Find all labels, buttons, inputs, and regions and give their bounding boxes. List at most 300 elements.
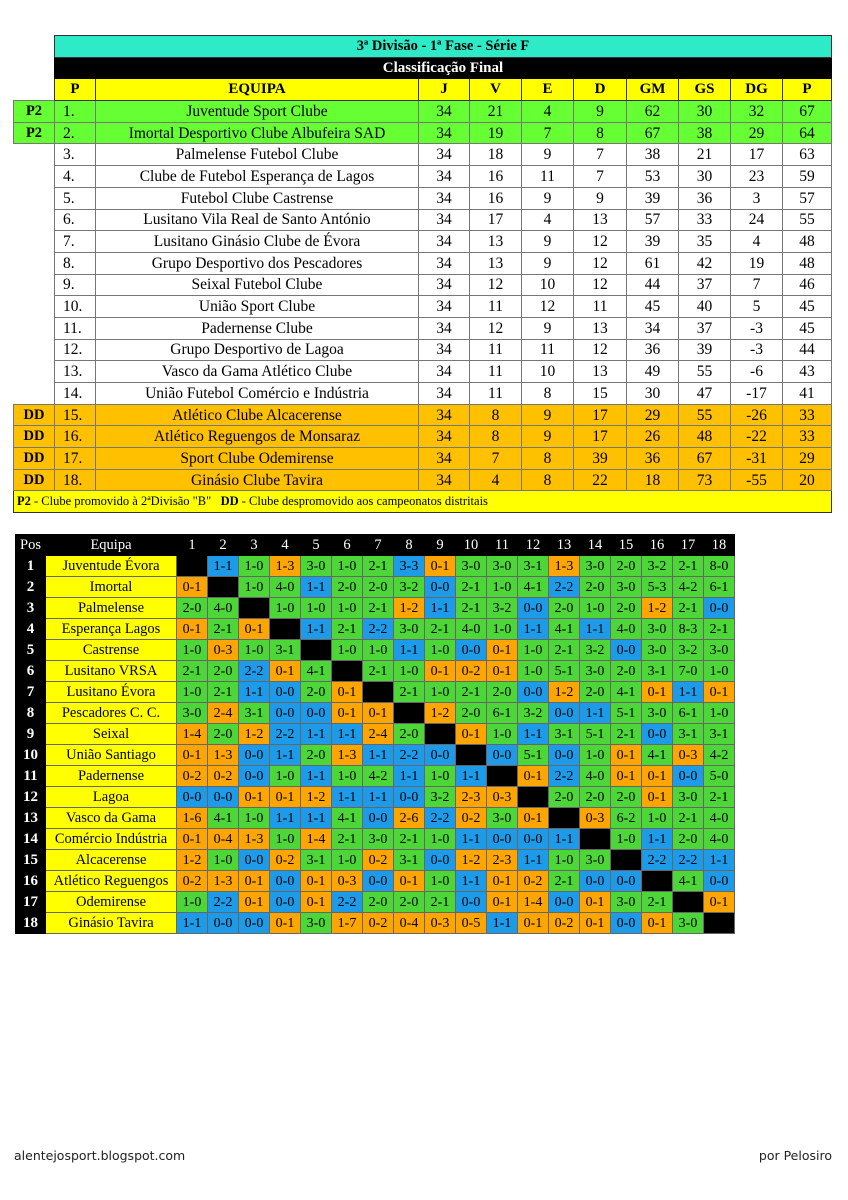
result-cell: 1-1 [642, 829, 673, 850]
self-match-cell [270, 619, 301, 640]
cell-gs: 48 [679, 426, 731, 448]
cell-v: 4 [470, 469, 522, 491]
cell-dg: 5 [731, 296, 783, 318]
result-cell: 4-2 [704, 745, 735, 766]
self-match-cell [642, 871, 673, 892]
matrix-header-pos: Pos [16, 535, 46, 556]
result-cell: 0-0 [425, 850, 456, 871]
result-cell: 3-2 [425, 787, 456, 808]
result-cell: 0-1 [611, 745, 642, 766]
cell-d: 9 [574, 187, 627, 209]
result-cell: 3-0 [177, 703, 208, 724]
cell-v: 11 [470, 383, 522, 405]
cell-gm: 34 [627, 317, 679, 339]
result-cell: 1-1 [270, 745, 301, 766]
cell-j: 34 [419, 383, 470, 405]
result-cell: 0-1 [456, 724, 487, 745]
cell-v: 12 [470, 274, 522, 296]
matrix-row [16, 871, 735, 892]
matrix-column-header: 15 [611, 535, 642, 556]
table-title: 3ª Divisão - 1ª Fase - Série F [55, 36, 832, 58]
cell-j: 34 [419, 404, 470, 426]
legend-row [14, 491, 832, 513]
cell-gm: 39 [627, 231, 679, 253]
result-cell: 0-0 [208, 913, 239, 934]
cell-gm: 45 [627, 296, 679, 318]
result-cell: 2-2 [270, 724, 301, 745]
matrix-column-header: 7 [363, 535, 394, 556]
matrix-row-pos: 13 [16, 808, 46, 829]
cell-e: 9 [522, 187, 574, 209]
table-row [14, 361, 832, 383]
result-cell: 1-1 [270, 808, 301, 829]
result-cell: 2-0 [394, 892, 425, 913]
result-cell: 3-2 [673, 640, 704, 661]
matrix-column-header: 13 [549, 535, 580, 556]
result-cell: 0-0 [239, 913, 270, 934]
result-cell: 0-1 [487, 640, 518, 661]
cell-pos: 18. [55, 469, 96, 491]
cell-pos: 1. [55, 101, 96, 123]
cell-e: 8 [522, 448, 574, 470]
cell-d: 17 [574, 426, 627, 448]
result-cell: 1-1 [704, 850, 735, 871]
matrix-row-team: Odemirense [46, 892, 177, 913]
cell-p: 29 [783, 448, 832, 470]
cell-j: 34 [419, 252, 470, 274]
result-cell: 5-1 [549, 661, 580, 682]
result-cell: 1-0 [425, 682, 456, 703]
result-cell: 2-0 [177, 598, 208, 619]
matrix-row [16, 850, 735, 871]
matrix-row-pos: 1 [16, 556, 46, 577]
blank-cell [14, 252, 55, 274]
result-cell: 3-0 [301, 556, 332, 577]
result-cell: 1-1 [580, 703, 611, 724]
result-cell: 2-1 [177, 661, 208, 682]
column-header: GS [679, 79, 731, 101]
result-cell: 2-6 [394, 808, 425, 829]
cell-gs: 47 [679, 383, 731, 405]
result-cell: 2-0 [301, 682, 332, 703]
cell-gs: 42 [679, 252, 731, 274]
result-cell: 2-2 [332, 892, 363, 913]
cell-gs: 37 [679, 317, 731, 339]
self-match-cell [394, 703, 425, 724]
cell-pos: 16. [55, 426, 96, 448]
result-cell: 1-0 [518, 661, 549, 682]
matrix-row-team: Lusitano Évora [46, 682, 177, 703]
cell-d: 7 [574, 144, 627, 166]
cell-e: 8 [522, 383, 574, 405]
result-cell: 0-0 [270, 703, 301, 724]
cell-p: 57 [783, 187, 832, 209]
status-mark: DD [14, 448, 55, 470]
result-cell: 1-3 [208, 871, 239, 892]
result-cell: 1-0 [549, 850, 580, 871]
cell-j: 34 [419, 448, 470, 470]
result-cell: 2-1 [549, 871, 580, 892]
cell-j: 34 [419, 317, 470, 339]
result-cell: 1-0 [332, 850, 363, 871]
result-cell: 1-7 [332, 913, 363, 934]
result-cell: 6-1 [487, 703, 518, 724]
result-cell: 1-0 [239, 808, 270, 829]
result-cell: 3-0 [673, 913, 704, 934]
cell-e: 11 [522, 166, 574, 188]
matrix-column-header: 3 [239, 535, 270, 556]
legend [14, 491, 832, 513]
table-row [14, 383, 832, 405]
result-cell: 0-2 [363, 913, 394, 934]
result-cell: 3-0 [611, 892, 642, 913]
result-cell: 0-1 [177, 619, 208, 640]
result-cell: 0-0 [270, 682, 301, 703]
result-cell: 2-1 [208, 619, 239, 640]
result-cell: 3-0 [580, 556, 611, 577]
result-cell: 2-0 [487, 682, 518, 703]
table-row [14, 339, 832, 361]
cell-gm: 36 [627, 339, 679, 361]
self-match-cell [239, 598, 270, 619]
result-cell: 2-0 [611, 556, 642, 577]
matrix-column-header: 8 [394, 535, 425, 556]
result-cell: 3-3 [394, 556, 425, 577]
result-cell: 1-0 [704, 703, 735, 724]
matrix-row-pos: 11 [16, 766, 46, 787]
result-cell: 2-0 [580, 577, 611, 598]
cell-p: 48 [783, 252, 832, 274]
footer-site: alentejosport.blogspot.com [14, 1148, 186, 1163]
result-cell: 0-1 [177, 829, 208, 850]
result-cell: 1-0 [394, 661, 425, 682]
result-cell: 1-3 [332, 745, 363, 766]
cell-p: 55 [783, 209, 832, 231]
cell-e: 4 [522, 101, 574, 123]
result-cell: 0-0 [456, 892, 487, 913]
matrix-row-team: Lusitano VRSA [46, 661, 177, 682]
cell-gs: 30 [679, 166, 731, 188]
result-cell: 2-1 [642, 892, 673, 913]
matrix-row-pos: 10 [16, 745, 46, 766]
cell-team: Ginásio Clube Tavira [96, 469, 419, 491]
cell-p: 64 [783, 122, 832, 144]
result-cell: 1-1 [518, 619, 549, 640]
result-cell: 0-1 [239, 871, 270, 892]
result-cell: 1-0 [208, 850, 239, 871]
result-cell: 1-2 [642, 598, 673, 619]
result-cell: 0-1 [487, 871, 518, 892]
status-mark: DD [14, 404, 55, 426]
cell-team: União Sport Clube [96, 296, 419, 318]
result-cell: 0-1 [270, 661, 301, 682]
result-cell: 2-1 [673, 598, 704, 619]
result-cell: 1-0 [518, 640, 549, 661]
table-title-row [14, 36, 832, 58]
matrix-row-pos: 6 [16, 661, 46, 682]
result-cell: 2-0 [301, 745, 332, 766]
result-cell: 2-0 [611, 787, 642, 808]
cell-e: 9 [522, 404, 574, 426]
result-cell: 0-0 [518, 829, 549, 850]
matrix-row [16, 640, 735, 661]
cell-v: 13 [470, 231, 522, 253]
cell-j: 34 [419, 274, 470, 296]
cell-team: Atlético Clube Alcacerense [96, 404, 419, 426]
cell-pos: 3. [55, 144, 96, 166]
result-cell: 1-1 [518, 850, 549, 871]
column-header: P [783, 79, 832, 101]
result-cell: 5-1 [518, 745, 549, 766]
cell-gm: 29 [627, 404, 679, 426]
matrix-column-header: 14 [580, 535, 611, 556]
result-cell: 1-1 [332, 724, 363, 745]
result-cell: 0-0 [239, 850, 270, 871]
matrix-row [16, 703, 735, 724]
matrix-column-header: 5 [301, 535, 332, 556]
cell-d: 13 [574, 317, 627, 339]
result-cell: 0-0 [177, 787, 208, 808]
result-cell: 0-0 [642, 724, 673, 745]
result-cell: 2-1 [456, 682, 487, 703]
result-cell: 0-2 [456, 661, 487, 682]
cell-v: 18 [470, 144, 522, 166]
matrix-row [16, 577, 735, 598]
self-match-cell [177, 556, 208, 577]
result-cell: 1-2 [456, 850, 487, 871]
results-matrix [15, 534, 735, 934]
cell-pos: 8. [55, 252, 96, 274]
result-cell: 1-1 [394, 640, 425, 661]
result-cell: 3-1 [394, 850, 425, 871]
result-cell: 1-1 [580, 619, 611, 640]
result-cell: 0-0 [487, 829, 518, 850]
cell-p: 45 [783, 317, 832, 339]
result-cell: 2-0 [611, 661, 642, 682]
result-cell: 3-0 [704, 640, 735, 661]
result-cell: 2-1 [704, 619, 735, 640]
cell-pos: 7. [55, 231, 96, 253]
column-header: E [522, 79, 574, 101]
cell-e: 9 [522, 144, 574, 166]
result-cell: 2-1 [611, 724, 642, 745]
cell-gm: 36 [627, 448, 679, 470]
cell-gs: 55 [679, 361, 731, 383]
result-cell: 1-0 [239, 640, 270, 661]
cell-d: 12 [574, 231, 627, 253]
matrix-column-header: 1 [177, 535, 208, 556]
result-cell: 0-1 [642, 913, 673, 934]
result-cell: 3-2 [580, 640, 611, 661]
result-cell: 2-2 [363, 619, 394, 640]
matrix-column-header: 17 [673, 535, 704, 556]
column-header: D [574, 79, 627, 101]
matrix-row-pos: 4 [16, 619, 46, 640]
result-cell: 2-0 [580, 787, 611, 808]
result-cell: 1-1 [301, 724, 332, 745]
result-cell: 0-1 [487, 661, 518, 682]
cell-j: 34 [419, 469, 470, 491]
result-cell: 3-1 [301, 850, 332, 871]
legend-dd-code: DD [220, 494, 239, 509]
result-cell: 0-0 [518, 598, 549, 619]
result-cell: 0-2 [270, 850, 301, 871]
blank-cell [14, 274, 55, 296]
cell-e: 10 [522, 274, 574, 296]
result-cell: 4-0 [270, 577, 301, 598]
cell-p: 33 [783, 426, 832, 448]
matrix-row [16, 829, 735, 850]
cell-e: 11 [522, 339, 574, 361]
result-cell: 2-1 [394, 829, 425, 850]
result-cell: 1-4 [301, 829, 332, 850]
result-cell: 2-1 [332, 829, 363, 850]
result-cell: 4-2 [363, 766, 394, 787]
cell-pos: 4. [55, 166, 96, 188]
cell-team: Imortal Desportivo Clube Albufeira SAD [96, 122, 419, 144]
result-cell: 2-0 [611, 598, 642, 619]
cell-dg: 29 [731, 122, 783, 144]
result-cell: 0-2 [363, 850, 394, 871]
blank-cell [14, 79, 55, 101]
result-cell: 0-3 [425, 913, 456, 934]
cell-d: 7 [574, 166, 627, 188]
cell-team: Juventude Sport Clube [96, 101, 419, 123]
result-cell: 2-1 [673, 556, 704, 577]
cell-e: 8 [522, 469, 574, 491]
result-cell: 1-1 [456, 829, 487, 850]
cell-j: 34 [419, 426, 470, 448]
result-cell: 8-3 [673, 619, 704, 640]
cell-d: 17 [574, 404, 627, 426]
cell-j: 34 [419, 187, 470, 209]
matrix-row-pos: 5 [16, 640, 46, 661]
result-cell: 3-1 [673, 724, 704, 745]
table-row [14, 209, 832, 231]
result-cell: 0-1 [332, 682, 363, 703]
cell-d: 9 [574, 101, 627, 123]
matrix-row-team: Ginásio Tavira [46, 913, 177, 934]
result-cell: 1-0 [332, 598, 363, 619]
result-cell: 3-0 [487, 556, 518, 577]
matrix-row [16, 913, 735, 934]
result-cell: 3-0 [611, 577, 642, 598]
result-cell: 1-1 [301, 577, 332, 598]
cell-dg: 32 [731, 101, 783, 123]
result-cell: 2-0 [549, 598, 580, 619]
blank-cell [14, 361, 55, 383]
result-cell: 2-1 [363, 556, 394, 577]
cell-p: 44 [783, 339, 832, 361]
result-cell: 2-4 [363, 724, 394, 745]
result-cell: 0-1 [394, 871, 425, 892]
result-cell: 2-3 [456, 787, 487, 808]
cell-p: 41 [783, 383, 832, 405]
cell-j: 34 [419, 296, 470, 318]
result-cell: 2-0 [549, 787, 580, 808]
table-row [14, 317, 832, 339]
cell-p: 46 [783, 274, 832, 296]
table-header-row [14, 79, 832, 101]
cell-dg: 3 [731, 187, 783, 209]
cell-v: 19 [470, 122, 522, 144]
result-cell: 1-2 [394, 598, 425, 619]
result-cell: 1-1 [456, 871, 487, 892]
cell-dg: 19 [731, 252, 783, 274]
table-row [14, 404, 832, 426]
matrix-row [16, 661, 735, 682]
matrix-row-pos: 14 [16, 829, 46, 850]
result-cell: 2-1 [363, 598, 394, 619]
result-cell: 6-2 [611, 808, 642, 829]
matrix-header-row [16, 535, 735, 556]
cell-team: União Futebol Comércio e Indústria [96, 383, 419, 405]
result-cell: 0-0 [549, 703, 580, 724]
column-header: V [470, 79, 522, 101]
matrix-row [16, 766, 735, 787]
cell-e: 9 [522, 252, 574, 274]
result-cell: 4-1 [642, 745, 673, 766]
result-cell: 1-2 [239, 724, 270, 745]
result-cell: 0-1 [487, 892, 518, 913]
cell-pos: 12. [55, 339, 96, 361]
result-cell: 0-3 [673, 745, 704, 766]
result-cell: 0-0 [301, 703, 332, 724]
cell-d: 13 [574, 361, 627, 383]
result-cell: 2-2 [208, 892, 239, 913]
result-cell: 4-0 [611, 619, 642, 640]
matrix-row-team: Castrense [46, 640, 177, 661]
result-cell: 0-1 [270, 913, 301, 934]
result-cell: 0-1 [425, 556, 456, 577]
result-cell: 0-0 [549, 892, 580, 913]
matrix-row [16, 808, 735, 829]
result-cell: 4-0 [704, 829, 735, 850]
blank-cell [14, 187, 55, 209]
cell-v: 8 [470, 404, 522, 426]
result-cell: 1-0 [580, 745, 611, 766]
result-cell: 6-1 [673, 703, 704, 724]
cell-j: 34 [419, 122, 470, 144]
cell-v: 17 [470, 209, 522, 231]
cell-gm: 62 [627, 101, 679, 123]
matrix-row [16, 556, 735, 577]
result-cell: 5-0 [704, 766, 735, 787]
result-cell: 3-1 [239, 703, 270, 724]
result-cell: 5-1 [580, 724, 611, 745]
cell-j: 34 [419, 101, 470, 123]
cell-v: 13 [470, 252, 522, 274]
result-cell: 1-1 [177, 913, 208, 934]
matrix-row [16, 787, 735, 808]
cell-gm: 30 [627, 383, 679, 405]
result-cell: 0-0 [239, 745, 270, 766]
result-cell: 0-0 [239, 766, 270, 787]
result-cell: 3-0 [394, 619, 425, 640]
matrix-row-pos: 17 [16, 892, 46, 913]
cell-dg: 7 [731, 274, 783, 296]
result-cell: 2-2 [549, 577, 580, 598]
result-cell: 0-1 [580, 913, 611, 934]
result-cell: 3-2 [394, 577, 425, 598]
matrix-row-pos: 12 [16, 787, 46, 808]
cell-d: 8 [574, 122, 627, 144]
cell-d: 39 [574, 448, 627, 470]
matrix-column-header: 11 [487, 535, 518, 556]
matrix-row-pos: 16 [16, 871, 46, 892]
cell-pos: 10. [55, 296, 96, 318]
result-cell: 1-0 [425, 871, 456, 892]
